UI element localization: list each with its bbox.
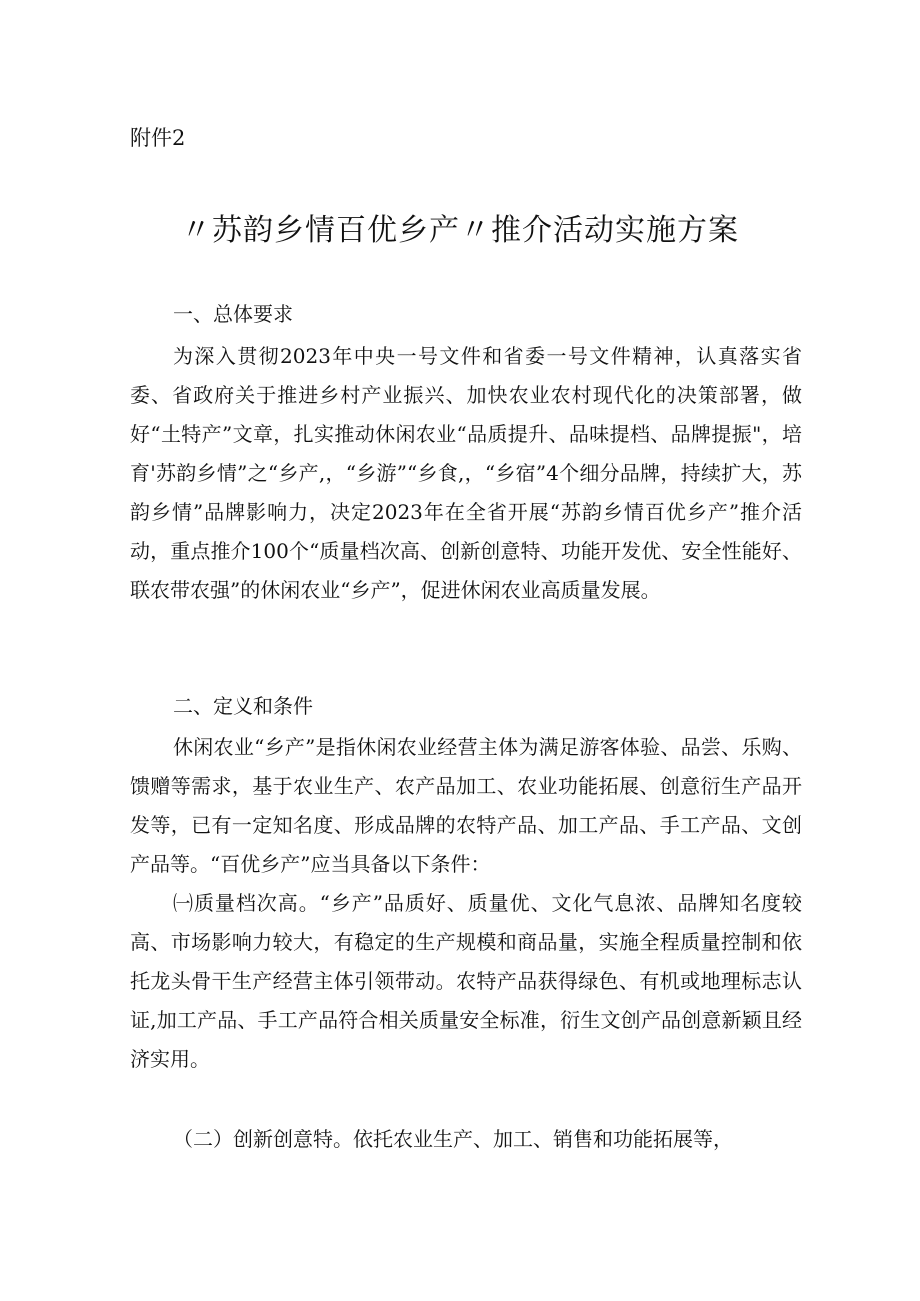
paragraph-definition: 休闲农业“乡产”是指休闲农业经营主体为满足游客体验、品尝、乐购、馈赠等需求，基于农业生产、农产品加工、农业功能拓展、创意衍生产品开发等，已有一定知名度、形成品牌的农特产品、加工产品、手工产品、文创产品等。“百优乡产”应当具备以下条件： xyxy=(130,735,802,876)
paragraph-overall-requirements: 为深入贯彻2023年中央一号文件和省委一号文件精神，认真落实省委、省政府关于推进乡村产业振兴、加快农业农村现代化的决策部署，做好“土特产”文章，扎实推动休闲农业“品质提升、品味提档、品牌提振"，培育'苏韵乡情”之“乡产,，“乡游”“乡食,，“乡宿”4个细分品牌，持续扩大，苏韵乡情”品牌影响力，决定2023年在全省开展“苏韵乡情百优乡产”推介活动，重点推介100个“质量档次高、创新创意特、功能开发优、安全性能好、联农带农强”的休闲农业“乡产”，促进休闲农业高质量发展。 xyxy=(130,344,802,602)
section-heading-overall-requirements: 一、总体要求 xyxy=(173,302,293,326)
paragraph-item-quality: ㈠质量档次高。“乡产”品质好、质量优、文化气息浓、品牌知名度较高、市场影响力较大，有稳定的生产规模和商品量，实施全程质量控制和依托龙头骨干生产经营主体引领带动。农特产品获得绿色、有机或地理标志认证,加工产品、手工产品符合相关质量安全标准，衍生文创产品创意新颖且经济实用。 xyxy=(130,891,802,1071)
section-heading-definition-conditions: 二、定义和条件 xyxy=(173,694,313,718)
paragraph-item-innovation: （二）创新创意特。依托农业生产、加工、销售和功能拓展等， xyxy=(173,1127,733,1151)
attachment-label: 附件2 xyxy=(130,126,186,150)
document-title: 〃苏韵乡情百优乡产〃推介活动实施方案 xyxy=(181,213,739,248)
